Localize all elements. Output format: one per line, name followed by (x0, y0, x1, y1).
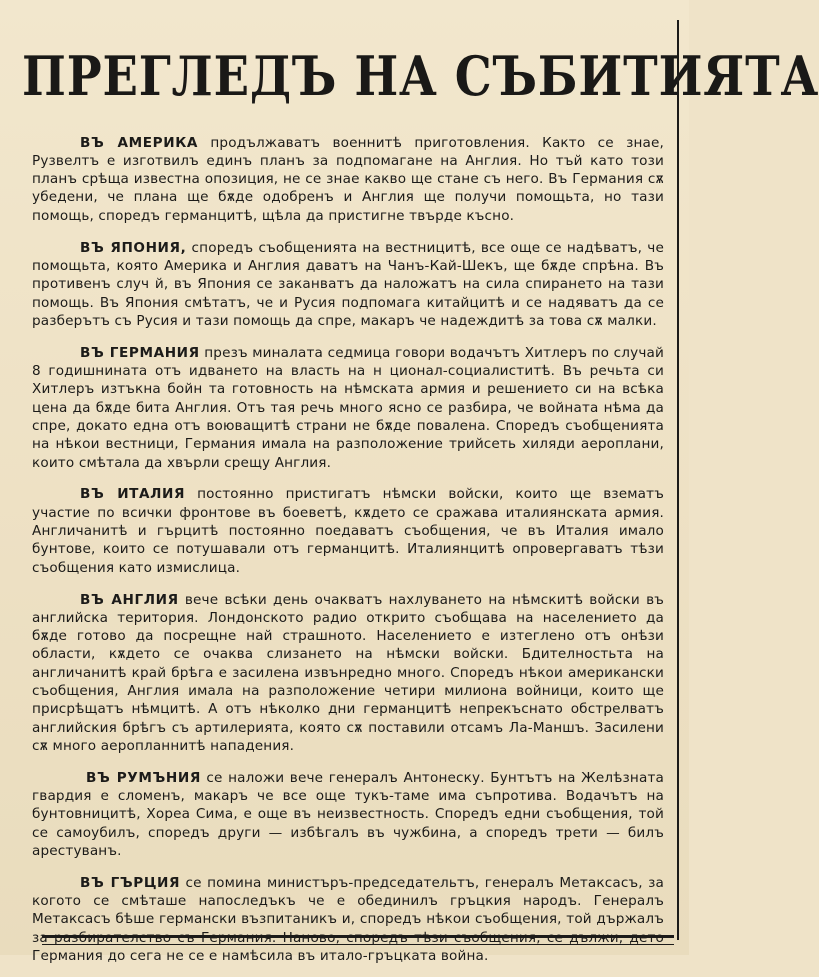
section-body: продължаватъ военнитѣ приготовления. Както се знае, Рузвелтъ е изготвилъ единъ планъ за подпомагане на Англия. Но тъй като този планъ срѣща известна опозиция, не се знае какво ще стане съ него. Въ Германия сѫ убедени, че плана ще бѫде одобренъ и Англия ще получи помощьта, но тази помощь, споредъ германцитѣ, щѣла да пристигне твърде късно. (32, 134, 665, 224)
bottom-rule (42, 935, 674, 945)
section-japan (32, 239, 664, 330)
section-lead: ВЪ ЯПОНИЯ, (80, 239, 187, 256)
page-headline: ПРЕГЛЕДЪ НА СЪБИТИЯТА (22, 44, 819, 108)
section-body: се наложи вече генералъ Антонеску. Бунтътъ на Желѣзната гвардия е сломенъ, макаръ че все още тукъ-таме има съпротива. Водачътъ на бунтовницитѣ, Хореа Сима, е още въ неизвестность. Споредъ едни съобщения, той се самоубилъ, споредъ други — избѣгалъ въ чужбина, а споредъ трети — билъ арестуванъ. (32, 769, 664, 859)
section-body: вече всѣки день очакватъ нахлуването на нѣмскитѣ войски въ английска територия. Лондонското радио открито съобщава на населението да бѫде готово да посрещне най страшното. Населението е изтеглено отъ онѣзи области, кѫдето се очаква слизането на нѣмски войски. Бдителностьта на англичанитѣ край брѣга е засилена извънредно много. Споредъ нѣкои американски съобщения, Англия имала на разположение четири милиона войници, които ще присрѣщатъ нѣмцитѣ. А отъ нѣколко дни германцитѣ непрекъснато обстрелватъ английския брѣгъ съ артилерията, която сѫ поставили отсамъ Ла-Маншъ. Засилени сѫ много аеропланнитѣ нападения. (32, 591, 664, 754)
section-lead: ВЪ ГЕРМАНИЯ (80, 344, 200, 361)
section-america (32, 134, 664, 225)
section-lead: ВЪ РУМЪНИЯ (86, 769, 201, 786)
section-lead: ВЪ ГЪРЦИЯ (80, 874, 181, 891)
section-england (32, 591, 664, 756)
section-lead: ВЪ АНГЛИЯ (80, 591, 179, 608)
news-sections (32, 120, 664, 977)
section-body: се помина министъръ-председательтъ, генералъ Метаксасъ, за когото се смѣташе напоследъкъ че е обединилъ гръцкия народъ. Генералъ Метаксасъ бѣше германски възпитаникъ и, споредъ нѣкои съобщения, той държалъ за разбирателство съ Германия. Наново, споредъ тѣзи съобщения, се дължи, дето Германия до сега не се е намѣсила въ итало-гръцката война. (32, 874, 664, 965)
section-lead: ВЪ ИТАЛИЯ (80, 486, 186, 503)
section-lead: ВЪ АМЕРИКА (80, 134, 199, 151)
column-rule (677, 20, 689, 940)
section-body: постоянно пристигатъ нѣмски войски, които ще взематъ участие по всички фронтове въ боеветѣ, кѫдето се сражава италиянската армия. Англичанитѣ и гърцитѣ постоянно поедаватъ съобщения, че въ Италия имало бунтове, които се потушавали отъ германцитѣ. Италиянцитѣ опровергаватъ тѣзи съобщения като измислица. (32, 486, 664, 576)
section-body: споредъ съобщенията на вестницитѣ, все още се надѣватъ, че помощьта, която Америка и Англия даватъ на Чанъ-Кай-Шекъ, ще бѫде спрѣна. Въ противенъ случ й, въ Япония се заканватъ да наложатъ на сила спирането на тази помощь. Въ Япония смѣтатъ, че и Русия подпомага китайцитѣ и се надяватъ да се разберътъ съ Русия и тази помощь да спре, макаръ че надеждитѣ за това сѫ малки. (32, 239, 664, 329)
section-romania (32, 769, 664, 860)
section-germany (32, 344, 664, 472)
section-body: презъ миналата седмица говори водачътъ Хитлеръ по случай 8 годишнината отъ идването на власть на н ционал-социалиститѣ. Въ речьта си Хитлеръ изтъкна бойн та готовность на нѣмската армия и решението си на всѣка цена да бѫде бита Англия. Отъ тая речь много ясно се разбира, че войната нѣма да спре, докато една отъ воюващитѣ страни не бѫде повалена. Споредъ съобщенията на нѣкои вестници, Германия имала на разположение трийсеть хиляди аероплани, които смѣтала да хвърли срещу Англия. (32, 344, 664, 471)
section-italy (32, 485, 664, 576)
section-greece (32, 874, 664, 965)
